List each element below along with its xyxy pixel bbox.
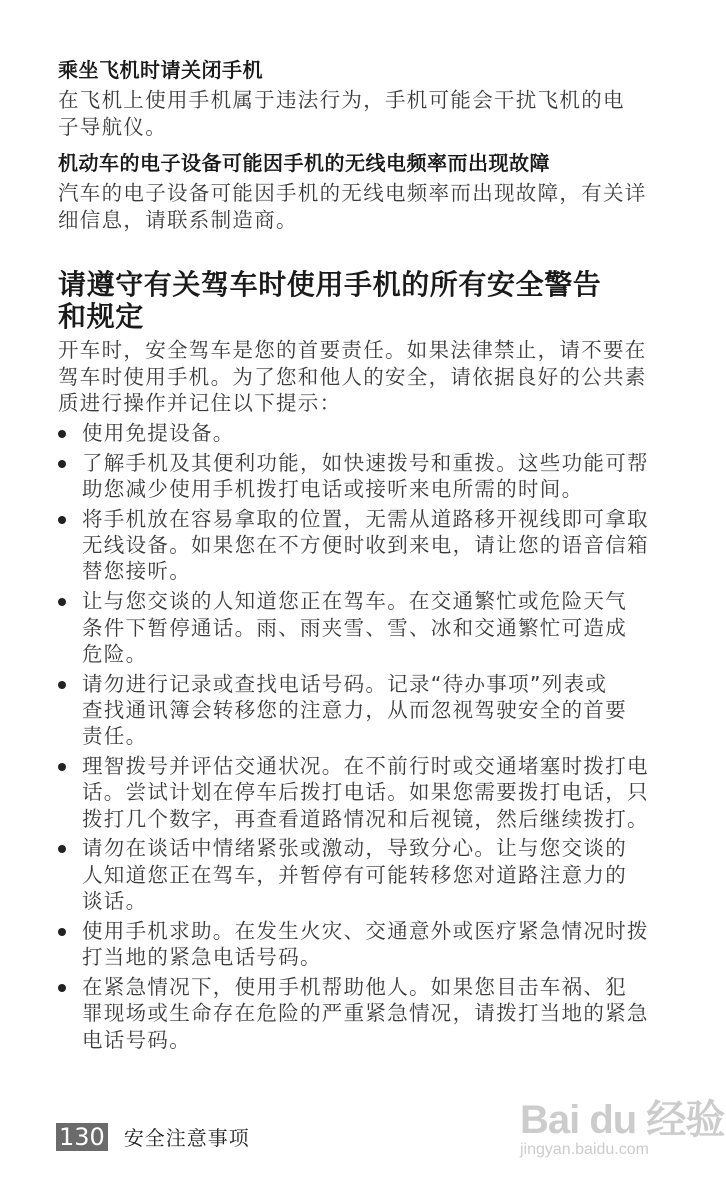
section-heading: 机动车的电子设备可能因手机的无线电频率而出现故障 (58, 151, 550, 175)
text-line: 条件下暂停通话。雨、雨夹雪、雪、冰和交通繁忙可造成 (82, 615, 627, 640)
list-item (58, 918, 678, 971)
text-line: 质进行操作并记住以下提示： (58, 391, 342, 415)
bullet-icon (58, 681, 66, 689)
text-line: 话。尝试计划在停车后拨打电话。如果您需要拨打电话，只 (82, 780, 649, 805)
text-line: 在紧急情况下，使用手机帮助他人。如果您目击车祸、犯 (82, 974, 627, 999)
text-line: 无线设备。如果您在不方便时收到来电，请让您的语音信箱 (82, 533, 649, 558)
section-heading: 乘坐飞机时请关闭手机 (58, 58, 263, 82)
list-item (58, 506, 678, 585)
text-line: 人知道您正在驾车，并暂停有可能转移您对道路注意力的 (82, 862, 627, 887)
text-line: 和规定 (58, 300, 144, 333)
document-body (58, 57, 678, 1053)
bullet-icon (58, 516, 66, 524)
bullet-icon (58, 845, 66, 853)
text-line: 开车时，安全驾车是您的首要责任。如果法律禁止，请不要在 (58, 338, 647, 362)
text-line: 驾车时使用手机。为了您和他人的安全，请依据良好的公共素 (58, 364, 647, 389)
text-line: 理智拨号并评估交通状况。在不前行时或交通堵塞时拨打电 (82, 754, 649, 779)
bullet-icon (58, 763, 66, 771)
list-item (58, 450, 678, 503)
text-line: 拨打几个数字，再查看道路情况和后视镜，然后继续拨打。 (82, 806, 649, 831)
text-line: 助您减少使用手机拨打电话或接听来电所需的时间。 (82, 477, 584, 502)
bullet-icon (58, 460, 66, 468)
paragraph (58, 180, 678, 233)
spacer (58, 140, 678, 150)
watermark-url: jingyan.baidu.com (520, 1141, 649, 1158)
page-number: 130 (56, 1123, 108, 1151)
text-line: 请勿在谈话中情绪紧张或激动，导致分心。让与您交谈的 (82, 836, 627, 861)
bullet-icon (58, 430, 66, 438)
section-title: 安全注意事项 (123, 1126, 250, 1150)
paragraph (58, 337, 678, 417)
paragraph (58, 87, 678, 140)
text-line: 细信息，请联系制造商。 (58, 207, 298, 232)
text-line: 责任。 (82, 724, 148, 749)
bullet-icon (58, 928, 66, 936)
bullet-icon (58, 984, 66, 992)
list-item (58, 671, 678, 750)
text-line: 查找通讯簿会转移您的注意力，从而忽视驾驶安全的首要 (82, 697, 627, 722)
list-item (58, 753, 678, 832)
text-line: 谈话。 (82, 889, 148, 914)
list-item (58, 420, 678, 446)
text-line: 打当地的紧急电话号码。 (82, 945, 322, 970)
text-line: 在飞机上使用手机属于违法行为，手机可能会干扰飞机的电 (58, 88, 625, 112)
list-item (58, 588, 678, 667)
text-line: 替您接听。 (82, 559, 191, 584)
spacer (58, 233, 678, 269)
text-line: 请遵守有关驾车时使用手机的所有安全警告 (58, 268, 602, 301)
text-line: 罪现场或生命存在危险的严重紧急情况，请拨打当地的紧急 (82, 1001, 649, 1026)
text-line: 请勿进行记录或查找电话号码。记录“待办事项”列表或 (82, 671, 608, 696)
text-line: 将手机放在容易拿取的位置，无需从道路移开视线即可拿取 (82, 506, 649, 531)
text-line: 让与您交谈的人知道您正在驾车。在交通繁忙或危险天气 (82, 589, 627, 614)
main-heading (58, 269, 678, 333)
page-footer (56, 1122, 250, 1151)
list-item (58, 974, 678, 1053)
text-line: 子导航仪。 (58, 114, 167, 139)
watermark-brand: Bai du 经验 (520, 1098, 725, 1142)
bullet-icon (58, 598, 66, 606)
text-line: 电话号码。 (82, 1027, 191, 1052)
text-line: 使用手机求助。在发生火灾、交通意外或医疗紧急情况时拨 (82, 918, 649, 943)
text-line: 了解手机及其便利功能，如快速拨号和重拨。这些功能可帮 (82, 450, 649, 475)
text-line: 使用免提设备。 (82, 421, 235, 445)
text-line: 危险。 (82, 641, 148, 666)
tips-list (58, 420, 678, 1053)
baidu-watermark (520, 1088, 724, 1159)
text-line: 汽车的电子设备可能因手机的无线电频率而出现故障，有关详 (58, 181, 647, 205)
list-item (58, 835, 678, 914)
